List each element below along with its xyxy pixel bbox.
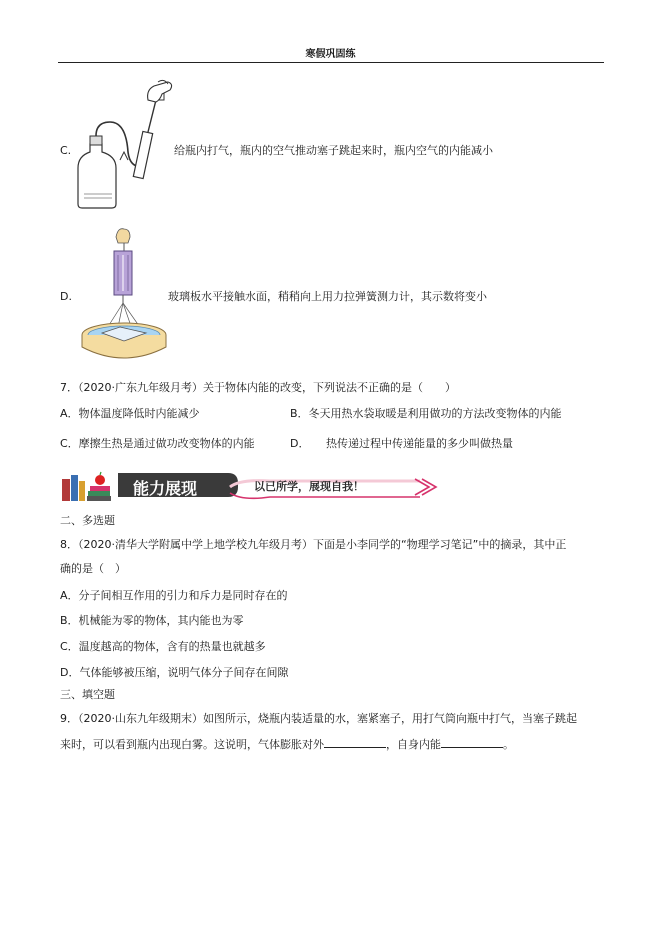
page-header-title: 寒假巩固练 (305, 49, 356, 60)
books-icon (62, 472, 111, 501)
q9-line2-part-c: 。 (503, 738, 514, 751)
q8-stem-line1: 8．（2020·清华大学附属中学上地学校九年级月考）下面是小李同学的“物理学习笔记”中的摘录，其中正 (60, 538, 567, 551)
bottle-pump-illustration (78, 82, 178, 212)
q7-option-a: A．物体温度降低时内能减少 (60, 407, 200, 420)
q6-option-c-letter: C. (60, 144, 72, 157)
section-multi-heading: 二、多选题 (60, 514, 115, 527)
q8-option-b: B．机械能为零的物体，其内能也为零 (60, 614, 244, 627)
q7-option-c: C．摩擦生热是通过做功改变物体的内能 (60, 437, 255, 450)
q9-line1: 9．（2020·山东九年级期末）如图所示，烧瓶内装适量的水，塞紧塞子，用打气筒向瓶中打气，当塞子跳起 (60, 712, 577, 725)
q6-option-d-letter: D. (60, 290, 72, 303)
spring-scale-illustration (80, 225, 170, 370)
q8-option-d: D．气体能够被压缩，说明气体分子间存在间隙 (60, 666, 289, 679)
q9-line2-part-b: ，自身内能 (386, 738, 441, 751)
q7-stem: 7．（2020·广东九年级月考）关于物体内能的改变，下列说法不正确的是（ ） (60, 381, 456, 394)
q6-option-c-text: 给瓶内打气，瓶内的空气推动塞子跳起来时，瓶内空气的内能减小 (174, 144, 493, 157)
q9-line2-part-a: 来时，可以看到瓶内出现白雾。这说明，气体膨胀对外 (60, 738, 324, 751)
banner-slogan: 以已所学，展现自我！ (254, 480, 364, 493)
q8-option-a: A．分子间相互作用的引力和斥力是同时存在的 (60, 589, 288, 602)
banner-title: 能力展现 (133, 479, 198, 498)
q7-option-b: B．冬天用热水袋取暖是利用做功的方法改变物体的内能 (290, 407, 562, 420)
q6-option-d-text: 玻璃板水平接触水面，稍稍向上用力拉弹簧测力计，其示数将变小 (168, 290, 487, 303)
q9-blank-2[interactable] (441, 737, 503, 748)
q9-line2 (60, 737, 514, 752)
q8-option-c: C．温度越高的物体，含有的热量也就越多 (60, 640, 266, 653)
ability-banner (60, 467, 440, 503)
header-divider (58, 62, 604, 63)
q9-blank-1[interactable] (324, 737, 386, 748)
section-fill-heading: 三、填空题 (60, 688, 115, 701)
q7-option-d: D． 热传递过程中传递能量的多少叫做热量 (290, 437, 513, 450)
q8-stem-line2: 确的是（ ） (60, 562, 126, 575)
